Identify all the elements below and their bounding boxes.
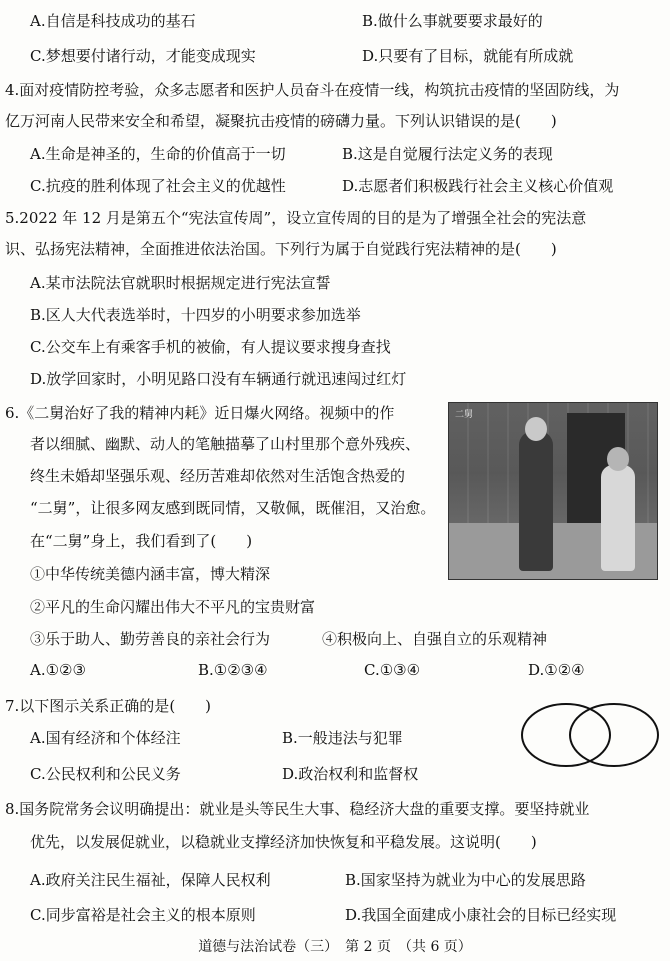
- q8-stem-line1: 8.国务院常务会议明确提出：就业是头等民生大事、稳经济大盘的重要支撑。要坚持就业: [5, 800, 590, 818]
- q8-option-d: D.我国全面建成小康社会的目标已经实现: [345, 906, 617, 924]
- q5-stem-line2: 识、弘扬宪法精神，全面推进依法治国。下列行为属于自觉践行宪法精神的是( ): [5, 240, 557, 258]
- q4-stem-line1: 4.面对疫情防控考验，众多志愿者和医护人员奋斗在疫情一线，构筑抗击疫情的坚固防线，为: [5, 81, 620, 99]
- q8-option-b: B.国家坚持为就业为中心的发展思路: [345, 871, 586, 889]
- q3-option-b: B.做什么事就要要求最好的: [362, 12, 543, 30]
- q7-option-c: C.公民权利和公民义务: [30, 765, 181, 783]
- q5-stem-line1: 5.2022 年 12 月是第五个“宪法宣传周”，设立宣传周的目的是为了增强全社会的宪法意: [5, 209, 587, 227]
- q4-option-b: B.这是自觉履行法定义务的表现: [342, 145, 553, 163]
- venn-left-circle: [522, 704, 610, 766]
- q6-option-b: B.①②③④: [198, 661, 268, 679]
- q7-option-b: B.一般违法与犯罪: [282, 729, 403, 747]
- q6-stem-line3: 终生未婚却坚强乐观、经历苦难却依然对生活饱含热爱的: [30, 467, 406, 485]
- q5-option-a: A.某市法院法官就职时根据规定进行宪法宣誓: [30, 274, 331, 292]
- q6-statement-4: ④积极向上、自强自立的乐观精神: [322, 630, 548, 648]
- q5-option-b: B.区人大代表选举时，十四岁的小明要求参加选举: [30, 306, 361, 324]
- q7-option-d: D.政治权利和监督权: [282, 765, 419, 783]
- q6-stem-line5: 在“二舅”身上，我们看到了( ): [30, 532, 253, 550]
- q3-option-d: D.只要有了目标，就能有所成就: [362, 47, 574, 65]
- q6-stem-line1: 6.《二舅治好了我的精神内耗》近日爆火网络。视频中的作: [5, 404, 395, 422]
- q7-option-a: A.国有经济和个体经注: [30, 729, 181, 747]
- q3-option-c: C.梦想要付诸行动，才能变成现实: [30, 47, 256, 65]
- q6-stem-line2: 者以细腻、幽默、动人的笔触描摹了山村里那个意外残疾、: [30, 435, 421, 453]
- q4-stem-line2: 亿万河南人民带来安全和希望，凝聚抗击疫情的磅礴力量。下列认识错误的是( ): [5, 112, 557, 130]
- q3-option-a: A.自信是科技成功的基石: [30, 12, 196, 30]
- q4-option-c: C.抗疫的胜利体现了社会主义的优越性: [30, 177, 286, 195]
- q5-option-d: D.放学回家时，小明见路口没有车辆通行就迅速闯过红灯: [30, 370, 407, 388]
- q6-option-d: D.①②④: [528, 661, 585, 679]
- q6-statement-2: ②平凡的生命闪耀出伟大不平凡的宝贵财富: [30, 598, 316, 616]
- q4-option-d: D.志愿者们积极践行社会主义核心价值观: [342, 177, 614, 195]
- page-footer: 道德与法治试卷（三） 第 2 页 （共 6 页）: [198, 939, 472, 955]
- q6-option-a: A.①②③: [30, 661, 86, 679]
- q7-stem: 7.以下图示关系正确的是( ): [5, 697, 212, 715]
- q8-stem-line2: 优先，以发展促就业，以稳就业支撑经济加快恢复和平稳发展。这说明( ): [30, 833, 537, 851]
- photo-watermark: 二舅: [455, 410, 474, 420]
- q6-statement-1: ①中华传统美德内涵丰富，博大精深: [30, 565, 271, 583]
- q6-statement-3: ③乐于助人、勤劳善良的亲社会行为: [30, 630, 271, 648]
- q5-option-c: C.公交车上有乘客手机的被偷，有人提议要求搜身查找: [30, 338, 391, 356]
- q6-option-c: C.①③④: [364, 661, 421, 679]
- q6-stem-line4: “二舅”，让很多网友感到既同情，又敬佩，既催泪，又治愈。: [30, 499, 436, 517]
- q4-option-a: A.生命是神圣的，生命的价值高于一切: [30, 145, 286, 163]
- q8-option-c: C.同步富裕是社会主义的根本原则: [30, 906, 256, 924]
- video-still-photo: [448, 402, 658, 580]
- q8-option-a: A.政府关注民生福祉，保障人民权利: [30, 871, 271, 889]
- venn-diagram: [520, 700, 660, 770]
- venn-right-circle: [570, 704, 658, 766]
